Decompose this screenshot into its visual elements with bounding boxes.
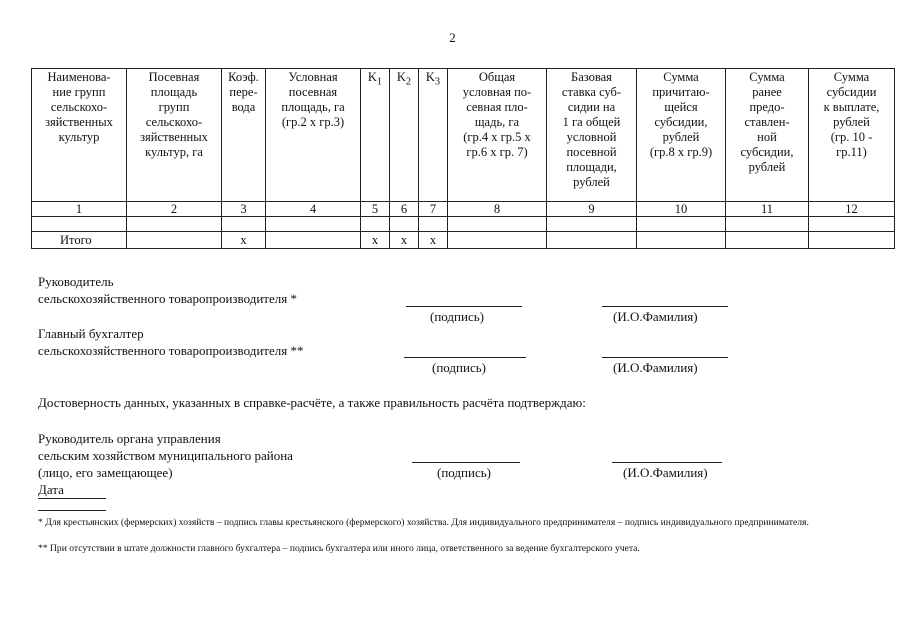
data-cell[interactable] xyxy=(222,217,266,232)
signature-line[interactable] xyxy=(404,357,526,358)
signature-line[interactable] xyxy=(406,306,522,307)
date-label: Дата xyxy=(38,482,64,497)
column-number: 4 xyxy=(266,202,361,217)
authority-title: Руководитель органа управления xyxy=(38,431,221,446)
header-conversion-coef: Коэф. пере- вода xyxy=(222,69,266,202)
total-cell[interactable] xyxy=(547,232,637,249)
page-number: 2 xyxy=(449,30,456,45)
column-number: 6 xyxy=(390,202,419,217)
signature-line[interactable] xyxy=(412,462,520,463)
data-row xyxy=(32,217,895,232)
column-number: 10 xyxy=(637,202,726,217)
column-number: 12 xyxy=(809,202,895,217)
date-line[interactable] xyxy=(38,498,106,499)
footnote-1: * Для крестьянских (фермерских) хозяйств – подпись главы крестьянского (фермерского) хозяйства. Для индивидуального предпринимателя – подпись индивидуального предпринимателя. xyxy=(38,517,809,528)
total-cell[interactable] xyxy=(448,232,547,249)
column-number: 3 xyxy=(222,202,266,217)
data-cell[interactable] xyxy=(448,217,547,232)
total-cell[interactable] xyxy=(127,232,222,249)
total-cell: х xyxy=(222,232,266,249)
data-cell[interactable] xyxy=(32,217,127,232)
total-cell: х xyxy=(361,232,390,249)
authority-org: сельским хозяйством муниципального района xyxy=(38,448,293,463)
data-cell[interactable] xyxy=(361,217,390,232)
data-cell[interactable] xyxy=(809,217,895,232)
header-previous-subsidy: Сумма ранее предо- ставлен- ной субсидии, рублей xyxy=(726,69,809,202)
name-line[interactable] xyxy=(602,306,728,307)
footnote-separator xyxy=(38,510,106,511)
signature-caption: (подпись) xyxy=(437,465,491,480)
total-cell: х xyxy=(419,232,448,249)
data-cell[interactable] xyxy=(637,217,726,232)
head-title: Руководитель xyxy=(38,274,114,289)
total-cell[interactable] xyxy=(809,232,895,249)
header-k3: $K_3$ xyxy=(419,69,448,202)
column-number-row xyxy=(32,202,895,217)
subsidy-table xyxy=(31,68,895,249)
footnote-2: ** При отсутствии в штате должности главного бухгалтера – подпись бухгалтера или иного лица, ответственного за ведение бухгалтерского учета. xyxy=(38,543,640,554)
data-cell[interactable] xyxy=(419,217,448,232)
column-number: 2 xyxy=(127,202,222,217)
header-due-subsidy: Сумма причитаю- щейся субсидии, рублей (гр.8 х гр.9) xyxy=(637,69,726,202)
head-org: сельскохозяйственного товаропроизводителя * xyxy=(38,291,297,306)
total-cell[interactable] xyxy=(637,232,726,249)
header-k2: $K_2$ xyxy=(390,69,419,202)
confirmation-text: Достоверность данных, указанных в справке-расчёте, а также правильность расчёта подтверждаю: xyxy=(38,395,586,410)
name-caption: (И.О.Фамилия) xyxy=(613,309,698,324)
column-number: 1 xyxy=(32,202,127,217)
signature-caption: (подпись) xyxy=(432,360,486,375)
header-total-conditional-area: Общая условная по- севная пло- щадь, га (гр.4 х гр.5 х гр.6 х гр. 7) xyxy=(448,69,547,202)
data-cell[interactable] xyxy=(547,217,637,232)
total-cell: х xyxy=(390,232,419,249)
total-cell[interactable] xyxy=(266,232,361,249)
column-number: 11 xyxy=(726,202,809,217)
name-line[interactable] xyxy=(612,462,722,463)
header-k1: $K_1$ xyxy=(361,69,390,202)
header-payable-subsidy: Сумма субсидии к выплате, рублей (гр. 10 - гр.11) xyxy=(809,69,895,202)
accountant-title: Главный бухгалтер xyxy=(38,326,144,341)
header-row xyxy=(32,69,895,202)
column-number: 7 xyxy=(419,202,448,217)
name-caption: (И.О.Фамилия) xyxy=(613,360,698,375)
data-cell[interactable] xyxy=(390,217,419,232)
signature-caption: (подпись) xyxy=(430,309,484,324)
column-number: 5 xyxy=(361,202,390,217)
column-number: 9 xyxy=(547,202,637,217)
total-row xyxy=(32,232,895,249)
header-crop-groups: Наименова- ние групп сельскохо- зяйственных культур xyxy=(32,69,127,202)
header-base-rate: Базовая ставка суб- сидии на 1 га общей условной посевной площади, рублей xyxy=(547,69,637,202)
name-line[interactable] xyxy=(602,357,728,358)
accountant-org: сельскохозяйственного товаропроизводителя ** xyxy=(38,343,304,358)
header-conditional-area: Условная посевная площадь, га (гр.2 х гр.3) xyxy=(266,69,361,202)
name-caption: (И.О.Фамилия) xyxy=(623,465,708,480)
total-cell[interactable] xyxy=(726,232,809,249)
data-cell[interactable] xyxy=(127,217,222,232)
header-sown-area: Посевная площадь групп сельскохо- зяйственных культур, га xyxy=(127,69,222,202)
column-number: 8 xyxy=(448,202,547,217)
data-cell[interactable] xyxy=(726,217,809,232)
data-cell[interactable] xyxy=(266,217,361,232)
authority-deputy: (лицо, его замещающее) xyxy=(38,465,173,480)
total-label: Итого xyxy=(32,232,127,249)
